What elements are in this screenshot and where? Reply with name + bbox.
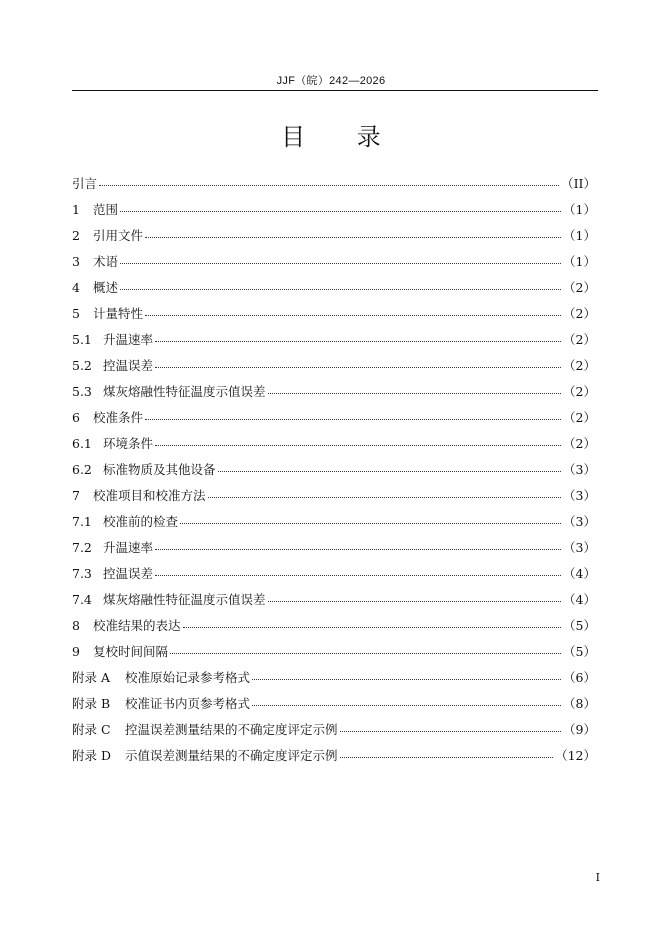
toc-entry-label: 引用文件 — [93, 228, 144, 243]
toc-entry-page: （6） — [563, 670, 596, 685]
toc-leader-dots — [218, 457, 562, 472]
toc-entry-page: （3） — [563, 488, 596, 503]
toc-leader-dots — [340, 743, 554, 758]
toc-entry[interactable] — [72, 615, 596, 641]
toc-entry-label: 复校时间间隔 — [93, 644, 169, 659]
toc-leader-dots — [170, 639, 561, 654]
toc-leader-dots — [252, 665, 561, 680]
toc-entry-page: （5） — [563, 644, 596, 659]
toc-entry-page: （1） — [563, 228, 596, 243]
toc-entry-number: 附录 B — [72, 696, 111, 711]
toc-entry-number: 7.3 — [72, 566, 92, 581]
toc-entry[interactable] — [72, 641, 596, 667]
toc-entry-page: （2） — [563, 410, 596, 425]
toc-entry[interactable] — [72, 459, 596, 485]
toc-entry-number: 5.1 — [72, 332, 92, 347]
toc-leader-dots — [155, 327, 561, 342]
header-divider — [72, 90, 598, 91]
toc-entry[interactable] — [72, 693, 596, 719]
toc-entry[interactable] — [72, 225, 596, 251]
toc-leader-dots — [155, 353, 561, 368]
toc-entry[interactable] — [72, 251, 596, 277]
toc-entry-page: （II） — [561, 176, 596, 191]
toc-entry-number: 6 — [72, 410, 80, 425]
toc-entry[interactable] — [72, 485, 596, 511]
toc-leader-dots — [145, 223, 561, 238]
document-code-header: JJF（皖）242—2026 — [276, 75, 386, 87]
toc-entry-label: 控温误差 — [103, 566, 154, 581]
toc-entry-label: 升温速率 — [103, 540, 154, 555]
toc-entry-label: 环境条件 — [103, 436, 154, 451]
toc-entry[interactable] — [72, 381, 596, 407]
toc-leader-dots — [120, 249, 561, 264]
toc-entry-number: 2 — [72, 228, 80, 243]
toc-entry-number: 5.3 — [72, 384, 92, 399]
toc-leader-dots — [120, 197, 561, 212]
toc-leader-dots — [155, 431, 561, 446]
page-title: 目 录 — [281, 123, 403, 151]
toc-entry-page: （8） — [563, 696, 596, 711]
toc-entry-number: 6.2 — [72, 462, 92, 477]
toc-entry-number: 5 — [72, 306, 80, 321]
toc-entry-label: 校准原始记录参考格式 — [125, 670, 251, 685]
toc-entry-page: （2） — [563, 384, 596, 399]
toc-entry-page: （3） — [563, 540, 596, 555]
toc-entry-label: 校准前的检查 — [103, 514, 179, 529]
toc-entry-number: 3 — [72, 254, 80, 269]
toc-entry-page: （4） — [563, 566, 596, 581]
toc-entry-label: 煤灰熔融性特征温度示值误差 — [103, 384, 266, 399]
toc-entry-page: （5） — [563, 618, 596, 633]
toc-leader-dots — [252, 691, 561, 706]
toc-entry[interactable] — [72, 589, 596, 615]
toc-entry-number: 4 — [72, 280, 80, 295]
toc-entry[interactable] — [72, 537, 596, 563]
toc-entry-page: （2） — [563, 306, 596, 321]
toc-leader-dots — [180, 509, 561, 524]
toc-entry-number: 附录 A — [72, 670, 111, 685]
toc-entry[interactable] — [72, 407, 596, 433]
toc-entry[interactable] — [72, 719, 596, 745]
toc-entry[interactable] — [72, 667, 596, 693]
toc-leader-dots — [268, 587, 562, 602]
toc-entry-label: 校准条件 — [93, 410, 144, 425]
toc-entry-number: 9 — [72, 644, 80, 659]
toc-entry[interactable] — [72, 173, 596, 199]
toc-entry-page: （3） — [563, 462, 596, 477]
toc-entry-number: 7.1 — [72, 514, 92, 529]
toc-entry[interactable] — [72, 511, 596, 537]
toc-entry[interactable] — [72, 355, 596, 381]
toc-entry-label: 标准物质及其他设备 — [103, 462, 216, 477]
toc-leader-dots — [268, 379, 562, 394]
toc-entry-number: 附录 C — [72, 722, 111, 737]
toc-entry-page: （1） — [563, 254, 596, 269]
toc-entry-number: 6.1 — [72, 436, 92, 451]
table-of-contents — [72, 173, 596, 771]
toc-leader-dots — [183, 613, 562, 628]
toc-entry-label: 控温误差测量结果的不确定度评定示例 — [125, 722, 338, 737]
toc-entry-label: 校准结果的表达 — [93, 618, 181, 633]
toc-entry-label: 示值误差测量结果的不确定度评定示例 — [125, 748, 338, 763]
toc-entry-label: 煤灰熔融性特征温度示值误差 — [103, 592, 266, 607]
toc-entry[interactable] — [72, 277, 596, 303]
toc-leader-dots — [145, 405, 561, 420]
toc-entry-number: 5.2 — [72, 358, 92, 373]
toc-entry-page: （4） — [563, 592, 596, 607]
toc-entry-page: （9） — [563, 722, 596, 737]
toc-entry-number: 7.4 — [72, 592, 92, 607]
page-number: I — [595, 871, 600, 884]
toc-entry-label: 概述 — [93, 280, 119, 295]
toc-leader-dots — [208, 483, 562, 498]
toc-entry-page: （2） — [563, 280, 596, 295]
toc-entry-label: 校准项目和校准方法 — [93, 488, 206, 503]
toc-leader-dots — [155, 561, 561, 576]
toc-entry[interactable] — [72, 303, 596, 329]
toc-entry[interactable] — [72, 433, 596, 459]
toc-leader-dots — [155, 535, 561, 550]
toc-entry-number: 1 — [72, 202, 80, 217]
toc-entry-page: （2） — [563, 358, 596, 373]
toc-entry-number: 7.2 — [72, 540, 92, 555]
toc-entry-label: 校准证书内页参考格式 — [125, 696, 251, 711]
toc-entry-label: 控温误差 — [103, 358, 154, 373]
toc-entry-label: 升温速率 — [103, 332, 154, 347]
toc-entry-label: 范围 — [93, 202, 119, 217]
toc-leader-dots — [99, 171, 559, 186]
toc-entry-number: 7 — [72, 488, 80, 503]
toc-leader-dots — [120, 275, 561, 290]
toc-entry-label: 术语 — [93, 254, 119, 269]
toc-entry-label: 计量特性 — [93, 306, 144, 321]
toc-entry[interactable] — [72, 199, 596, 225]
toc-entry-page: （2） — [563, 436, 596, 451]
toc-entry-page: （3） — [563, 514, 596, 529]
toc-entry-page: （1） — [563, 202, 596, 217]
toc-entry[interactable] — [72, 329, 596, 355]
toc-entry-number: 附录 D — [72, 748, 111, 763]
toc-entry[interactable] — [72, 563, 596, 589]
toc-entry-label: 引言 — [72, 176, 98, 191]
toc-entry-page: （12） — [555, 748, 596, 763]
toc-entry[interactable] — [72, 745, 596, 771]
toc-leader-dots — [340, 717, 562, 732]
toc-entry-number: 8 — [72, 618, 80, 633]
toc-entry-page: （2） — [563, 332, 596, 347]
toc-leader-dots — [145, 301, 561, 316]
